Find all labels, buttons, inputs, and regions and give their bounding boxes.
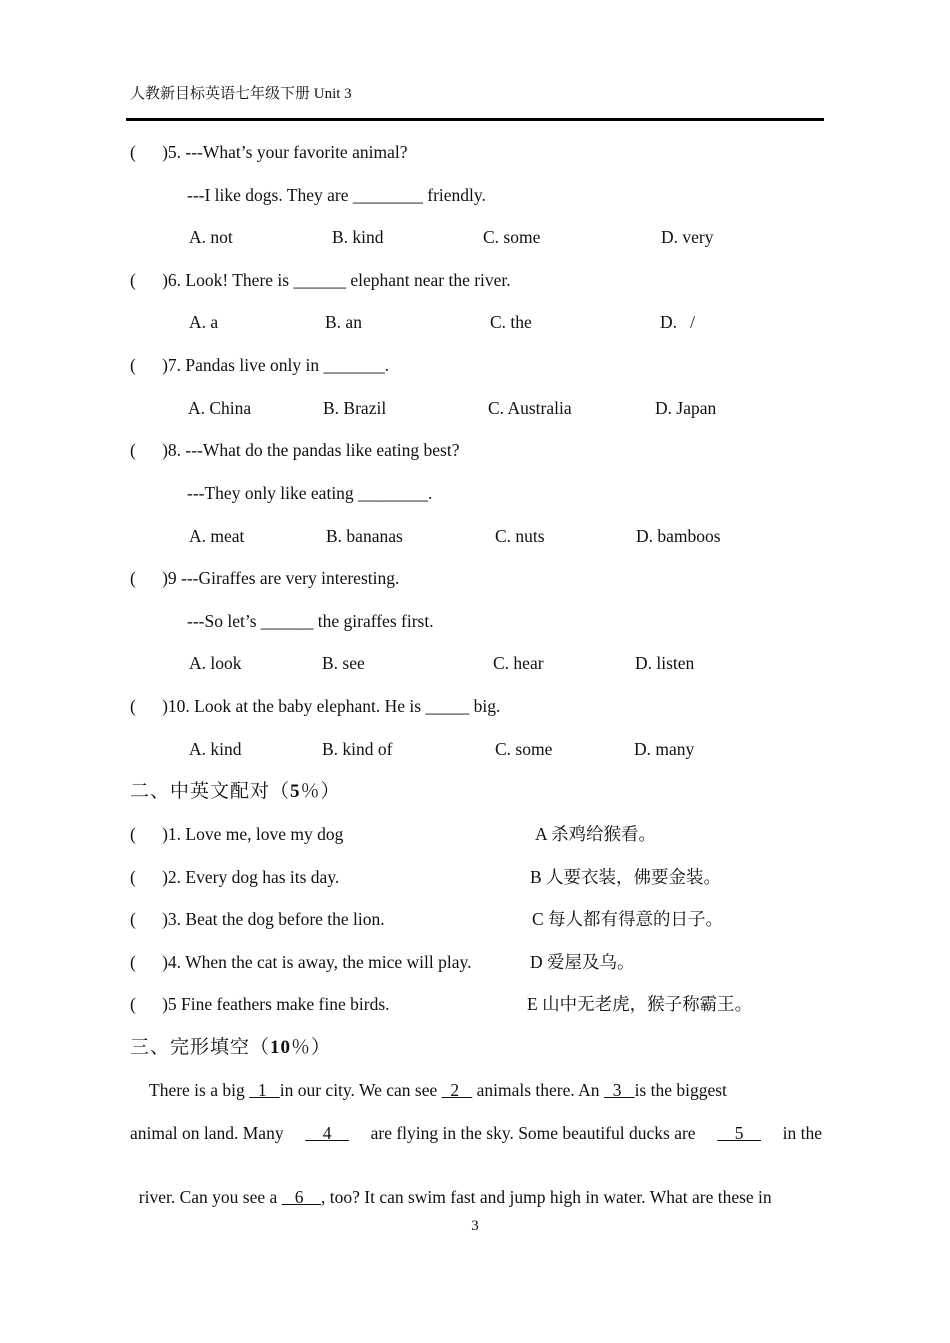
question-8-dialogue: ---They only like eating ________. — [187, 483, 433, 503]
cloze-text: , too? It can swim fast and jump high in water. What are these in — [321, 1187, 772, 1207]
section-3-title-suffix: ％） — [291, 1037, 332, 1058]
match-answer-e: E 山中无老虎，猴子称霸王。 — [527, 994, 753, 1014]
q10-option-a: A. kind — [189, 739, 242, 759]
cloze-blank-4: 4 — [305, 1123, 349, 1143]
q8-option-d: D. bamboos — [636, 526, 721, 546]
q7-option-b: B. Brazil — [323, 398, 387, 418]
cloze-text: are flying in the sky. Some beautiful ducks are — [370, 1123, 696, 1143]
cloze-blank-5: 5 — [717, 1123, 761, 1143]
cloze-line-3 — [130, 1164, 822, 1208]
page-number: 3 — [471, 1218, 479, 1234]
cloze-text: in the — [782, 1123, 822, 1143]
question-7: ( )7. Pandas live only in _______. — [130, 355, 390, 375]
q6-option-d: D. / — [660, 312, 695, 332]
match-item-5: ( )5 Fine feathers make fine birds. — [130, 994, 390, 1014]
match-item-3: ( )3. Beat the dog before the lion. — [130, 909, 385, 929]
section-3-title-text: 三、完形填空（ — [130, 1037, 271, 1058]
question-10: ( )10. Look at the baby elephant. He is _____ big. — [130, 696, 501, 716]
cloze-blank-2: 2 — [441, 1080, 473, 1100]
match-answer-a: A 杀鸡给猴看。 — [535, 824, 657, 844]
section-2-title — [130, 776, 341, 803]
q8-option-b: B. bananas — [326, 526, 403, 546]
q5-option-d: D. very — [661, 227, 714, 247]
q6-option-c: C. the — [490, 312, 532, 332]
question-8: ( )8. ---What do the pandas like eating best? — [130, 440, 460, 460]
q9-option-a: A. look — [189, 653, 242, 673]
question-5: ( )5. ---What’s your favorite animal? — [130, 142, 408, 162]
section-2-score: 5 — [290, 781, 301, 802]
q9-option-d: D. listen — [635, 653, 695, 673]
cloze-text: river. Can you see a — [138, 1187, 282, 1207]
q7-option-c: C. Australia — [488, 398, 572, 418]
header-rule — [126, 118, 824, 121]
page-header: 人教新目标英语七年级下册 Unit 3 — [130, 86, 352, 102]
cloze-blank-1: 1 — [249, 1080, 280, 1100]
match-item-4: ( )4. When the cat is away, the mice will play. — [130, 952, 472, 972]
cloze-text: in our city. We can see — [279, 1080, 442, 1100]
match-answer-d: D 爱屋及乌。 — [530, 952, 635, 972]
cloze-text: animals there. An — [472, 1080, 604, 1100]
cloze-blank-3: 3 — [603, 1080, 635, 1100]
q5-option-b: B. kind — [332, 227, 384, 247]
match-item-2: ( )2. Every dog has its day. — [130, 867, 340, 887]
section-3-score: 10 — [270, 1037, 292, 1058]
section-2-title-suffix: ％） — [300, 781, 341, 802]
q9-option-b: B. see — [322, 653, 365, 673]
section-3-title — [130, 1032, 331, 1059]
cloze-text: There is a big — [149, 1080, 250, 1100]
cloze-text: animal on land. Many — [130, 1123, 284, 1143]
match-answer-b: B 人要衣装，佛要金装。 — [530, 867, 722, 887]
q9-option-c: C. hear — [493, 653, 544, 673]
section-2-title-text: 二、中英文配对（ — [130, 781, 291, 802]
q8-option-c: C. nuts — [495, 526, 545, 546]
q7-option-a: A. China — [188, 398, 252, 418]
question-5-dialogue: ---I like dogs. They are ________ friendly. — [187, 185, 486, 205]
q10-option-b: B. kind of — [322, 739, 393, 759]
q5-option-c: C. some — [483, 227, 541, 247]
q6-option-a: A. a — [189, 312, 219, 332]
q5-option-a: A. not — [189, 227, 233, 247]
cloze-line-1 — [149, 1079, 822, 1101]
cloze-blank-6: 6 — [281, 1187, 321, 1207]
question-6: ( )6. Look! There is ______ elephant near the river. — [130, 270, 511, 290]
question-9-dialogue: ---So let’s ______ the giraffes first. — [187, 611, 434, 631]
match-item-1: ( )1. Love me, love my dog — [130, 824, 344, 844]
question-9: ( )9 ---Giraffes are very interesting. — [130, 568, 400, 588]
cloze-line-2 — [130, 1122, 822, 1144]
cloze-text: is the biggest — [634, 1080, 727, 1100]
q10-option-c: C. some — [495, 739, 553, 759]
q6-option-b: B. an — [325, 312, 362, 332]
q10-option-d: D. many — [634, 739, 695, 759]
match-answer-c: C 每人都有得意的日子。 — [532, 909, 724, 929]
q7-option-d: D. Japan — [655, 398, 717, 418]
q8-option-a: A. meat — [189, 526, 245, 546]
